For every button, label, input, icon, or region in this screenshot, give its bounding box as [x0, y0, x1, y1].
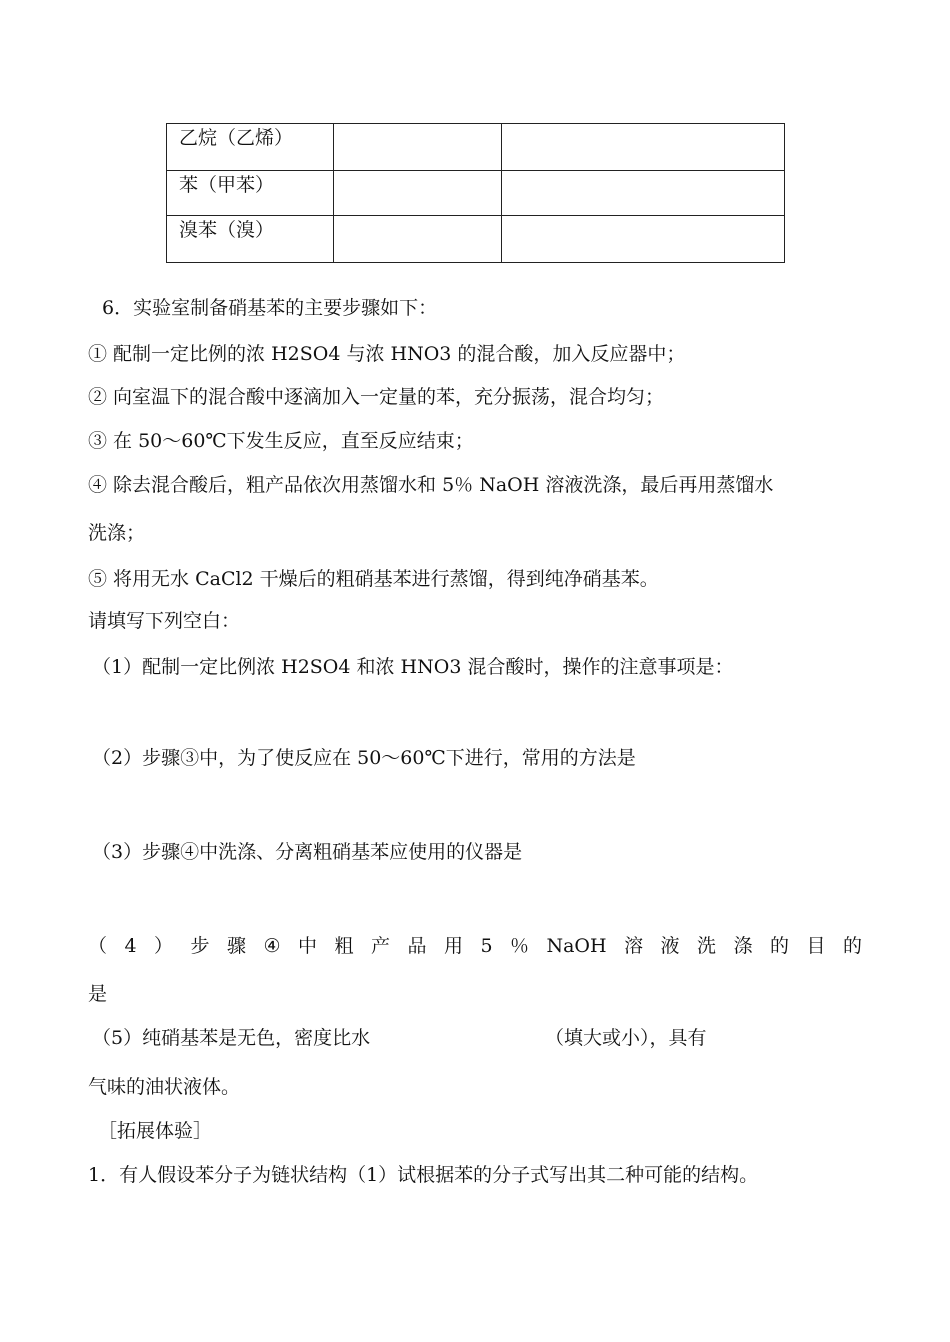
sub4-token: 液 [660, 935, 680, 957]
extension-question-1: 1．有人假设苯分子为链状结构（1）试根据苯的分子式写出其二种可能的结构。 [88, 1164, 759, 1186]
table-row [167, 124, 785, 171]
step-5: ⑤ 将用无水 CaCl2 干燥后的粗硝基苯进行蒸馏，得到纯净硝基苯。 [88, 568, 659, 590]
fill-blank-prompt: 请填写下列空白： [88, 610, 241, 632]
step-4-continued: 洗涤； [88, 522, 146, 544]
sub4-token: 目 [806, 935, 826, 957]
sub-question-5: （5）纯硝基苯是无色，密度比水 [92, 1027, 371, 1049]
table-cell-method [502, 171, 785, 216]
sub4-token: 涤 [733, 935, 753, 957]
table-row [167, 171, 785, 216]
step-2: ② 向室温下的混合酸中逐滴加入一定量的苯，充分振荡，混合均匀； [88, 386, 665, 408]
sub-question-2: （2）步骤③中，为了使反应在 50～60℃下进行，常用的方法是 [92, 747, 636, 769]
sub4-token: 骤 [227, 935, 247, 957]
sub-question-5-fill-hint: （填大或小），具有 [545, 1027, 707, 1049]
table-cell-reagent [334, 216, 502, 263]
sub4-token: ％ [510, 935, 530, 957]
sub4-token: 中 [298, 935, 318, 957]
table-cell-substance: 乙烷（乙烯） [167, 124, 334, 171]
question-6-title: 6．实验室制备硝基苯的主要步骤如下： [102, 297, 438, 319]
table-cell-reagent [334, 124, 502, 171]
sub4-token: 粗 [334, 935, 354, 957]
sub4-token: 洗 [697, 935, 717, 957]
sub4-token: 4 [124, 935, 137, 957]
table-row [167, 216, 785, 263]
sub-question-1: （1）配制一定比例浓 H2SO4 和浓 HNO3 混合酸时，操作的注意事项是： [92, 656, 734, 678]
sub4-token: 用 [443, 935, 463, 957]
sub-question-4 [88, 933, 862, 959]
table-cell-method [502, 216, 785, 263]
sub-question-4-continued: 是 [88, 983, 108, 1005]
table-cell-substance: 溴苯（溴） [167, 216, 334, 263]
sub4-token: ④ [263, 935, 281, 957]
sub4-token: 的 [842, 935, 862, 957]
table-cell-method [502, 124, 785, 171]
step-3: ③ 在 50～60℃下发生反应，直至反应结束； [88, 430, 474, 452]
sub4-token: NaOH [546, 935, 607, 957]
sub4-token: （ [88, 935, 108, 957]
table-cell-reagent [334, 171, 502, 216]
extension-heading: ［拓展体验］ [98, 1120, 213, 1142]
sub4-token: 品 [407, 935, 427, 957]
sub4-token: ） [154, 935, 174, 957]
sub4-token: 步 [190, 935, 210, 957]
sub4-token: 的 [770, 935, 790, 957]
step-4: ④ 除去混合酸后，粗产品依次用蒸馏水和 5％ NaOH 溶液洗涤，最后再用蒸馏水 [88, 474, 774, 496]
sub-question-3: （3）步骤④中洗涤、分离粗硝基苯应使用的仪器是 [92, 841, 523, 863]
sub4-token: 5 [480, 935, 493, 957]
step-1: ① 配制一定比例的浓 H2SO4 与浓 HNO3 的混合酸，加入反应器中； [88, 343, 686, 365]
sub4-token: 溶 [624, 935, 644, 957]
sub4-token: 产 [370, 935, 390, 957]
table-cell-substance: 苯（甲苯） [167, 171, 334, 216]
sub-question-5-continued: 气味的油状液体。 [88, 1076, 241, 1098]
purification-table [166, 123, 785, 263]
